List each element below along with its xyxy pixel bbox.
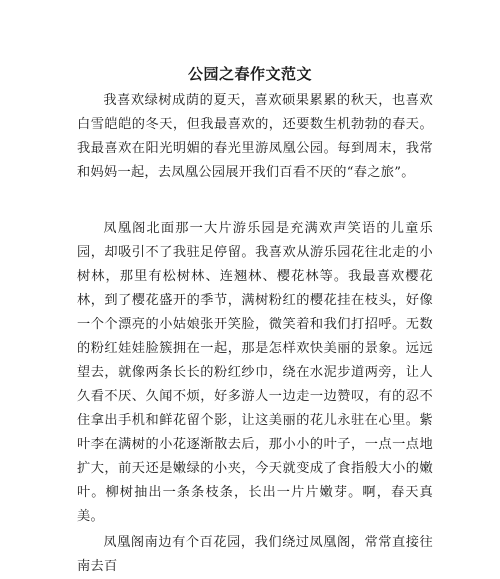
paragraph-3: 凤凰阁南边有个百花园，我们绕过凤凰阁，常常直接往南去百 (77, 535, 433, 574)
paragraph-1: 我喜欢绿树成荫的夏天，喜欢硕果累累的秋天，也喜欢白雪皑皑的冬天，但我最喜欢的，还要数生机勃勃的春天。我最喜欢在阳光明媚的春光里游凤凰公园。每到周末，我常和妈妈一起，去凤凰公园展开我们百看不厌的“春之旅”。 (77, 93, 433, 180)
document-title: 公园之春作文范文 (187, 65, 312, 83)
paragraph-2: 凤凰阁北面那一大片游乐园是充满欢声笑语的儿童乐园，却吸引不了我驻足停留。我喜欢从游乐园花往北走的小树林，那里有松树林、连翘林、樱花林等。我最喜欢樱花林，到了樱花盛开的季节，满树粉红的樱花挂在枝头，好像一个个漂亮的小姑娘张开笑脸，微笑着和我们打招呼。无数的粉红娃娃脸簇拥在一起，那是怎样欢快美丽的景象。远远望去，就像两条长长的粉红纱巾，绕在水泥步道两旁，让人久看不厌、久闻不烦，好多游人一边走一边赞叹，有的忍不住拿出手机和鲜花留个影，让这美丽的花儿永驻在心里。紫叶李在满树的小花逐渐散去后，那小小的叶子，一点一点地扩大，前天还是嫩绿的小夹，今天就变成了食指般大小的嫩叶。柳树抽出一条条枝条，长出一片片嫩芽。啊，春天真美。 (77, 221, 433, 524)
